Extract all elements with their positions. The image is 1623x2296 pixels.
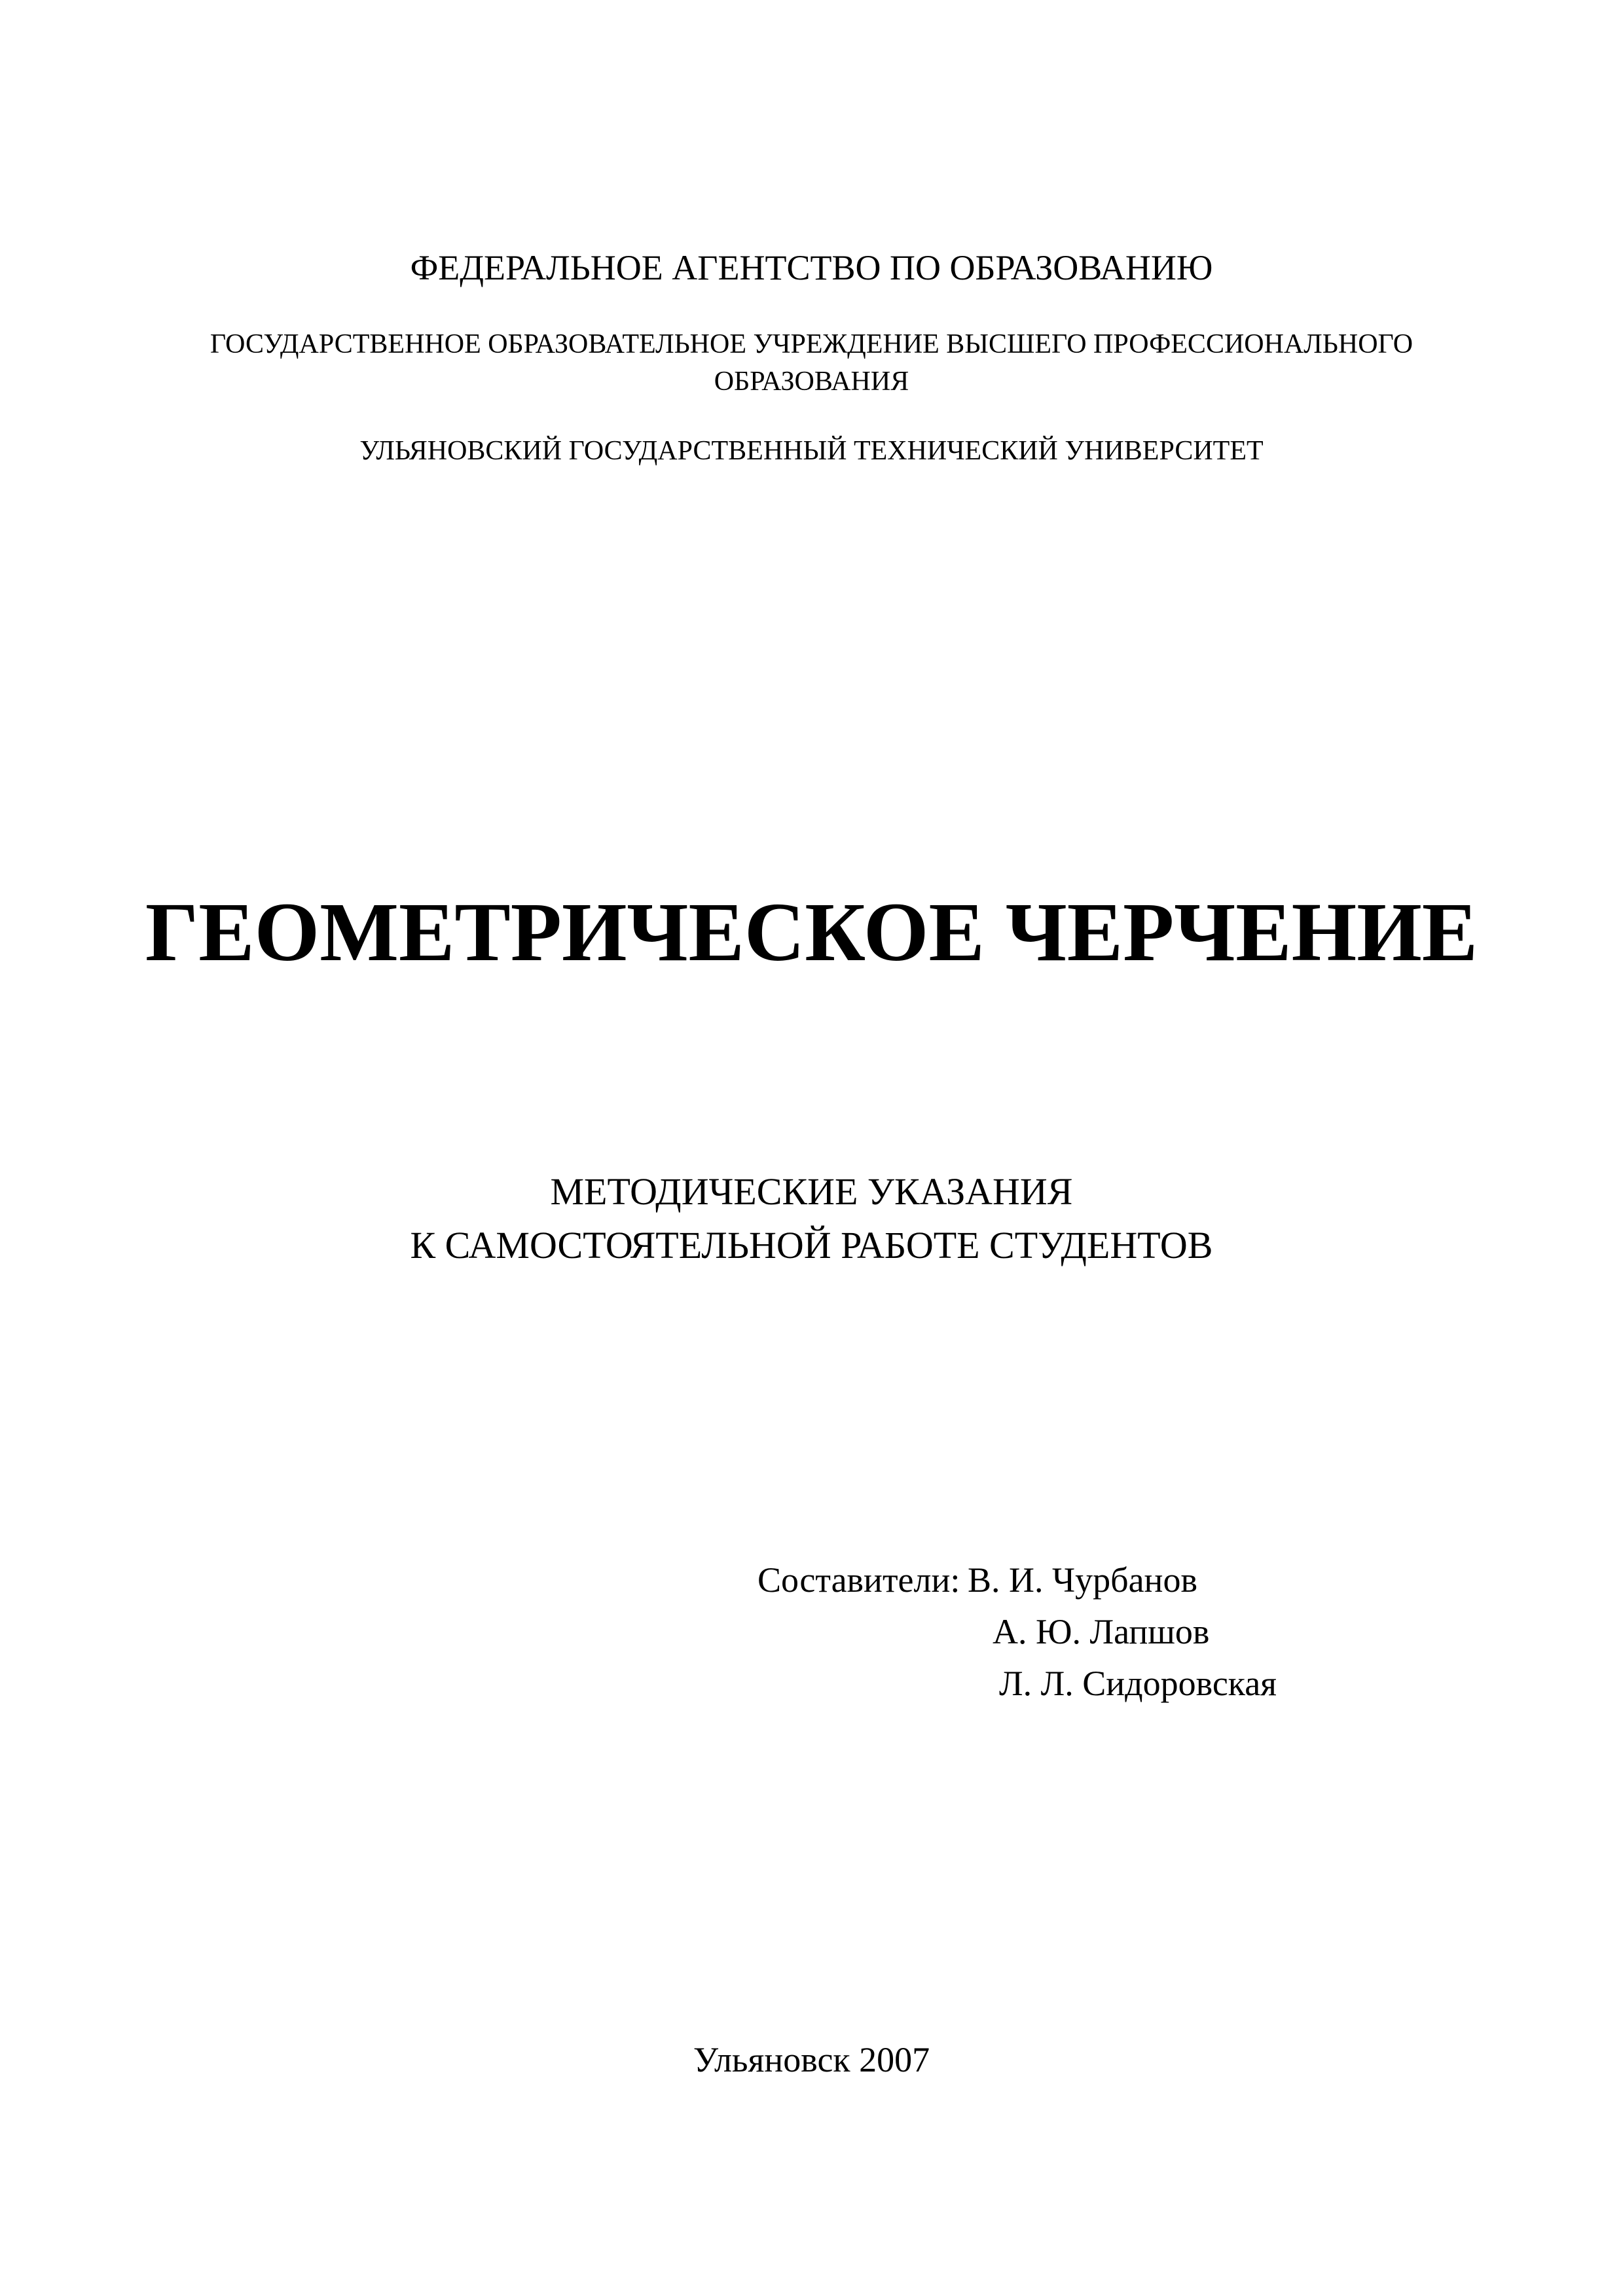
agency-name: ФЕДЕРАЛЬНОЕ АГЕНТСТВО ПО ОБРАЗОВАНИЮ	[410, 248, 1213, 287]
subtitle-line-2: К САМОСТОЯТЕЛЬНОЙ РАБОТЕ СТУДЕНТОВ	[410, 1224, 1213, 1266]
city-and-year: Ульяновск 2007	[693, 2040, 930, 2079]
compiler-name: В. И. Чурбанов	[968, 1560, 1197, 1600]
institution-name-line-2: ОБРАЗОВАНИЯ	[714, 367, 909, 397]
subtitle-line-1: МЕТОДИЧЕСКИЕ УКАЗАНИЯ	[550, 1170, 1073, 1213]
compiler-name: А. Ю. Лапшов	[993, 1612, 1210, 1651]
compiler-name: Л. Л. Сидоровская	[999, 1664, 1277, 1703]
compilers-label: Составители:	[757, 1560, 960, 1600]
institution-name-line-1: ГОСУДАРСТВЕННОЕ ОБРАЗОВАТЕЛЬНОЕ УЧРЕЖДЕНИЕ ВЫСШЕГО ПРОФЕССИОНАЛЬНОГО	[210, 329, 1413, 359]
document-title: ГЕОМЕТРИЧЕСКОЕ ЧЕРЧЕНИЕ	[145, 886, 1478, 978]
university-name: УЛЬЯНОВСКИЙ ГОСУДАРСТВЕННЫЙ ТЕХНИЧЕСКИЙ УНИВЕРСИТЕТ	[359, 436, 1264, 466]
